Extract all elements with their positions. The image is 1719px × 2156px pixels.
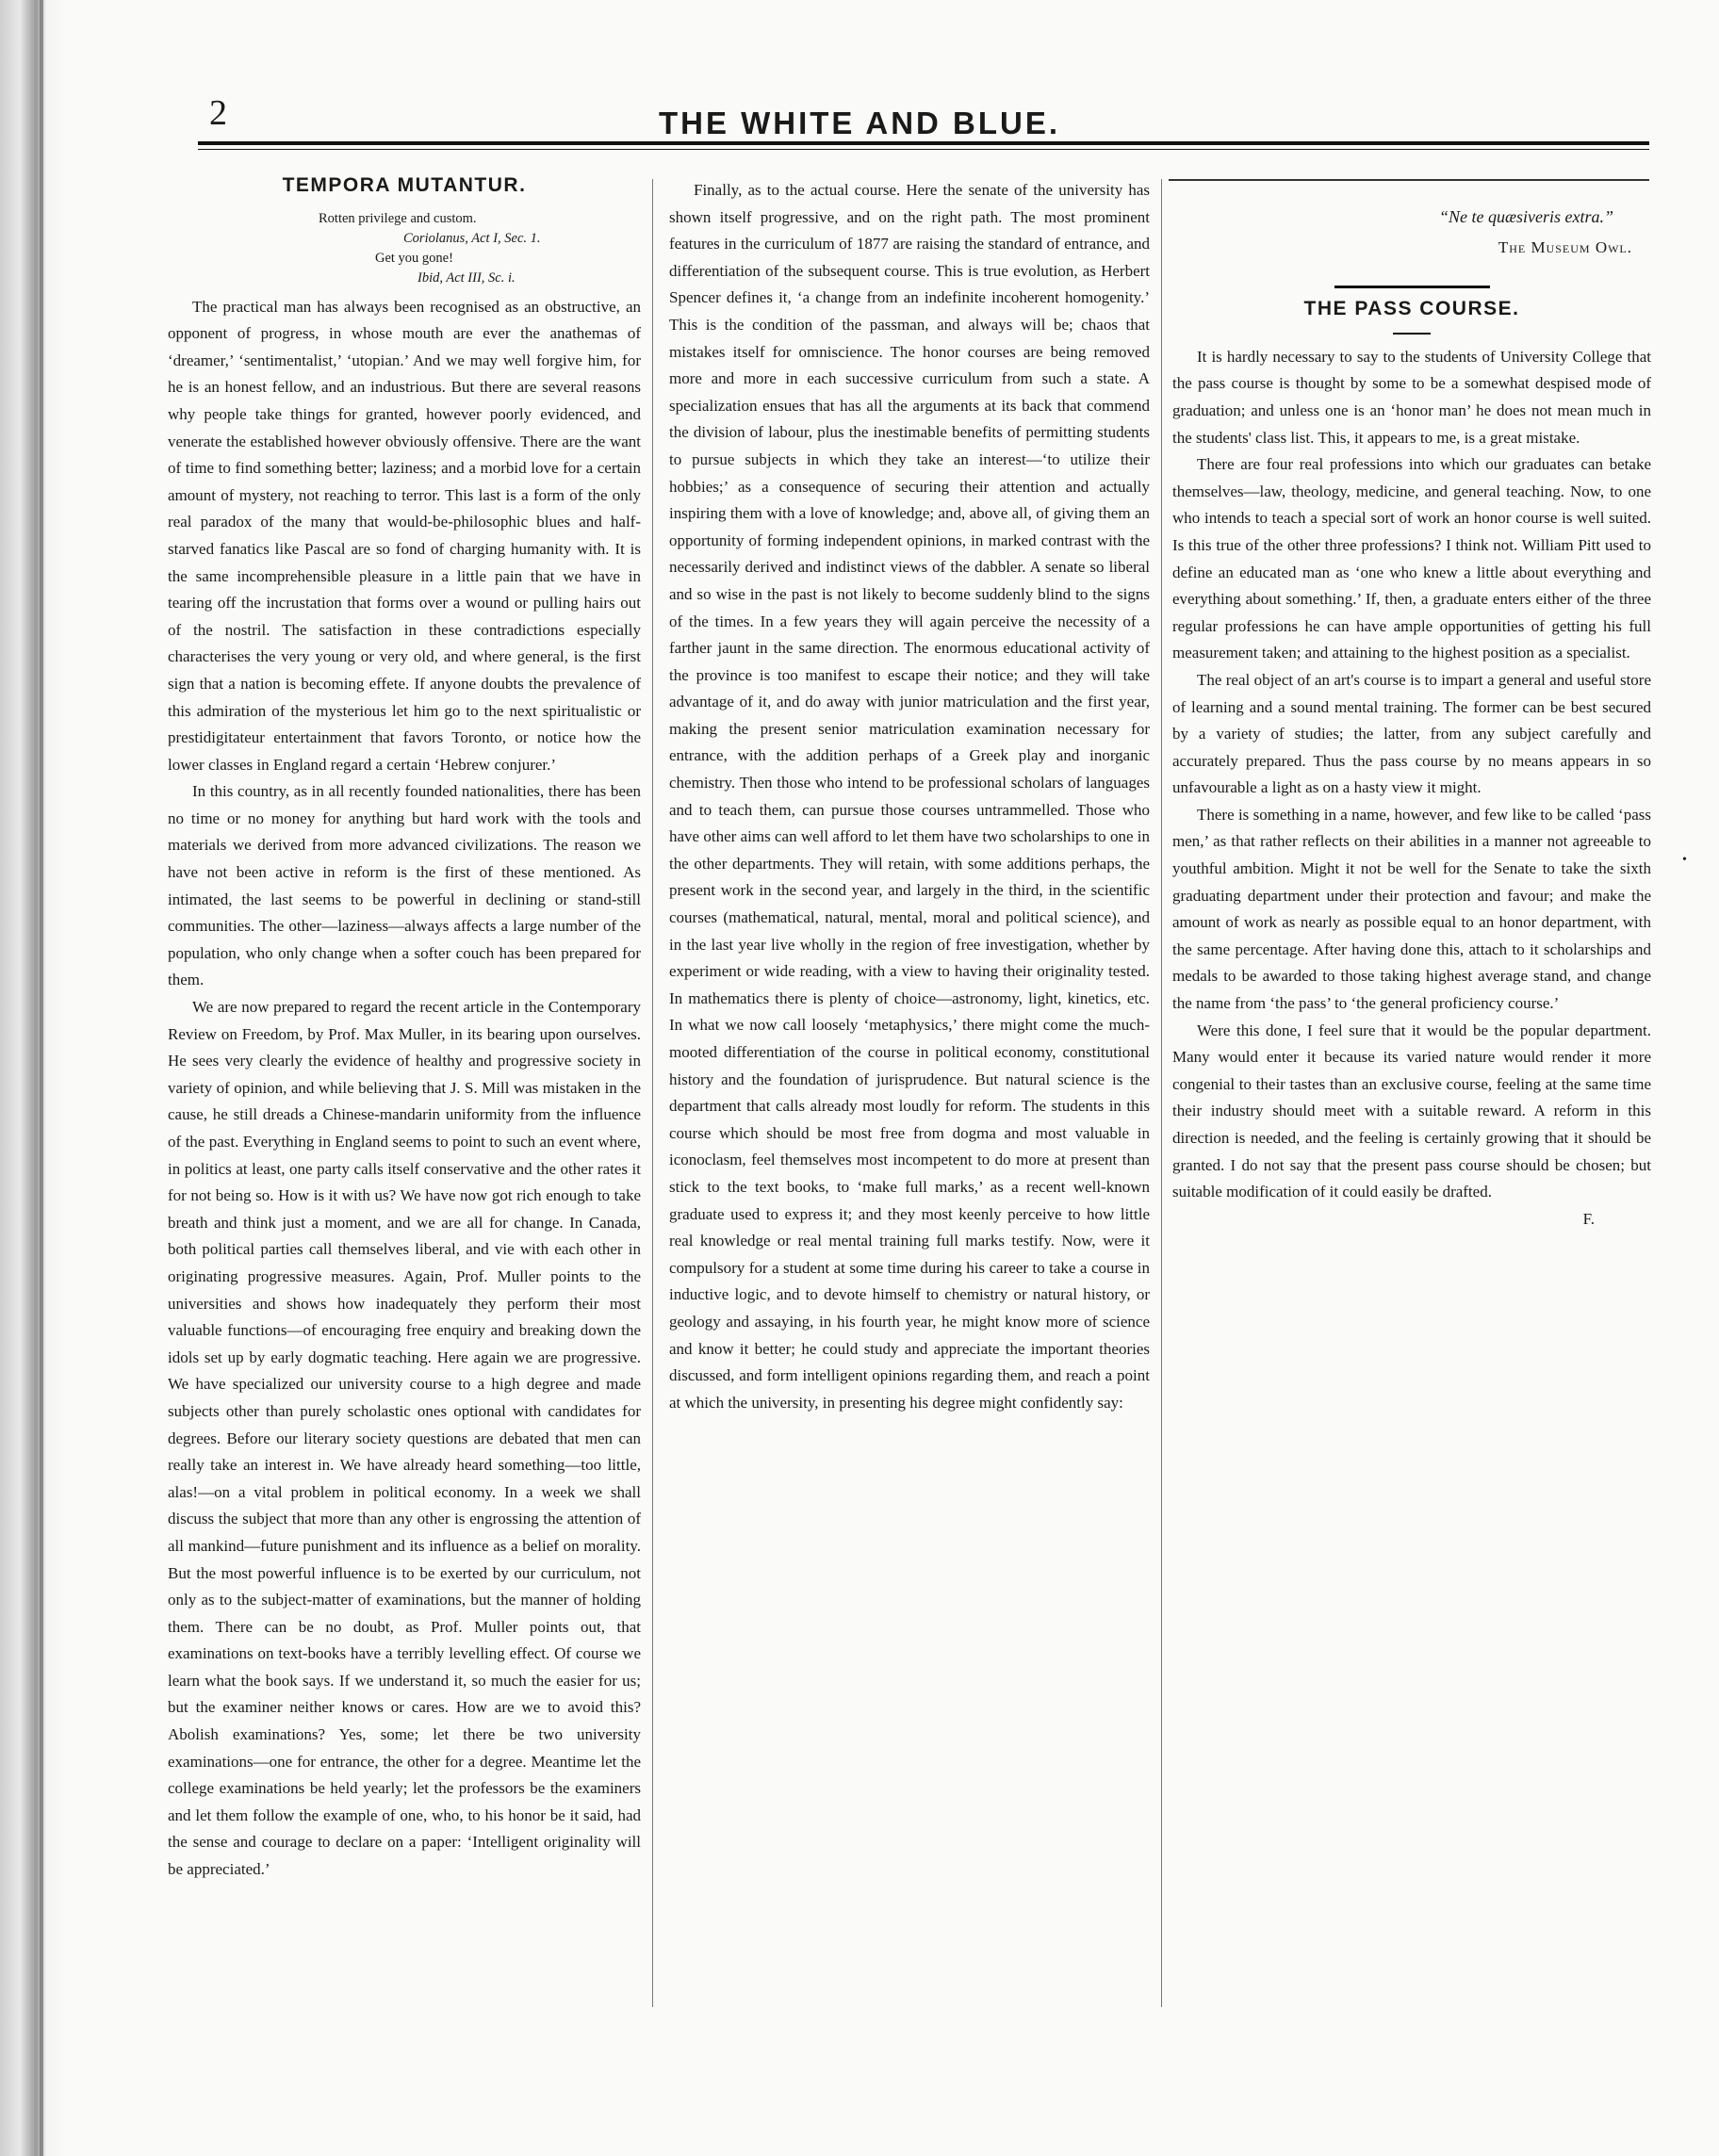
author-initial: F. xyxy=(1582,1209,1595,1228)
article-paragraph-flow: We are now prepared to regard the recent article in the Contemporary Review on Freedom, by Prof. Max Muller, in its bearing upon ourselves. He sees very clearly the evidence of healthy and progressive society in variety of opinion, and while believing that J. S. Mill was mistaken in the cause, he still dreads a Chinese-mandarin uniformity from the influence of the past. Everything in England seems to point to such an event where, in politics at least, one party calls itself conservative and the other rates it for not being so. How is it with us? We have now got rich enough to take breath and think just a moment, and we are all for change. In Canada, both political parties call themselves liberal, and vie with each other in originating progressive measures. Again, Prof. Muller points to the universities and shows how inadequately they perform their most valuable functions—of encouraging free enquiry and breaking down the idols set up by early dogmatic teaching. Here again we are progressive. We have specialized our university course to a high degree and made subjects other than purely scholastic ones optional with candidates for degrees. Before our literary society questions are debated that men can really take an interest in. We have already heard something—too little, alas!—on a vital problem in political economy. In a week we shall discuss the subject that more than any other is engrossing the attention of all mankind—future punishment and its influence as a belief on morality. But the most powerful influence is to be exerted by our curriculum, not only as to the subject-matter of examinations, but the manner of holding them. There can be no doubt, as Prof. Muller points out, that examinations on text-books have a terribly levelling effect. Of course we learn what the book says. If we understand it, so much the easier for us; but the examiner neither knows or cares. How are we to avoid this? Abolish examinations? Yes, some; let there be two university examinations—one for entrance, the other for a degree. Meantime let the college examinations be held yearly; let the professors be the examiners and let them follow the example of one, who, to his honor be it said, had the sense and courage to declare on a paper: ‘Intelligent originality will be appreciated.’ xyxy=(168,998,641,1879)
column-divider-1 xyxy=(652,179,653,2007)
column-3 xyxy=(1172,196,1651,2081)
masthead-title: THE WHITE AND BLUE. xyxy=(658,106,1061,140)
article-title-pass-course: THE PASS COURSE. xyxy=(1303,298,1520,320)
binding-line xyxy=(40,0,43,2156)
page-number: 2 xyxy=(209,93,227,133)
column-2 xyxy=(669,177,1150,2062)
article-paragraph: There is something in a name, however, and few like to be called ‘pass men,’ as that rather reflects on their abilities in a manner not agreeable to youthful ambition. Might it not be well for the Senate to take the sixth graduating department under their protection and favour; and make the amount of work as nearly as possible equal to an honor department, with the same percentage. After having done this, attach to it scholarships and medals to be awarded to those taking highest average stand, and change the name from ‘the pass’ to ‘the general proficiency course.’ xyxy=(1172,805,1651,1013)
epigraph-citation: Ibid, Act III, Sc. i. xyxy=(417,270,516,286)
book-spine-shadow xyxy=(0,0,66,2156)
section-separator xyxy=(1334,286,1490,288)
column-divider-2 xyxy=(1161,179,1162,2007)
epigraph-line: Rotten privilege and custom. xyxy=(319,210,477,226)
closing-quote: “Ne te quæsiveris extra.” xyxy=(1439,207,1613,226)
epigraph xyxy=(168,209,641,288)
margin-mark: • xyxy=(1682,853,1687,867)
epigraph-line: Get you gone! xyxy=(375,250,453,266)
header-rule-thin xyxy=(198,149,1649,150)
article-paragraph: The practical man has always been recognised as an obstructive, an opponent of progress, in whose mouth are ever the anathemas of ‘dreamer,’ ‘sentimentalist,’ ‘utopian.’ And we may well forgive him, for he is an honest fellow, and an industrious. But there are several reasons why people take things for granted, however poorly evidenced, and venerate the established however obviously offensive. There are the want of time to find something better; laziness; and a morbid love for a certain amount of mystery, not reaching to terror. This last is a form of the only real paradox of the many that would-be-philosophic blues and half-starved fanatics like Pascal are so fond of charging humanity with. It is the same incomprehensible pleasure in a little pain that we have in tearing off the incrustation that forms over a wound or pulling hairs out of the nostril. The satisfaction in these contradictions especially characterises the very young or very old, and where general, is the first sign that a nation is becoming effete. If anyone doubts the prevalence of this admiration of the mysterious let him go to the next spiritualistic or prestidigitateur entertainment that favors Toronto, or notice how the lower classes in England regard a certain ‘Hebrew conjurer.’ xyxy=(168,297,641,774)
header-rule-right xyxy=(1169,179,1649,181)
column-1 xyxy=(168,165,641,2050)
article-paragraph: The real object of an art's course is to impart a general and useful store of learning and a sound mental training. The former can be best secured by a variety of studies; the latter, from any subject carefully and accurately prepared. Thus the pass course by no means appears in so unfavourable a light as on a hasty view it might. xyxy=(1172,670,1651,797)
article-signature: The Museum Owl. xyxy=(1498,237,1632,256)
article-title-tempora: TEMPORA MUTANTUR. xyxy=(282,174,527,196)
article-paragraph: There are four real professions into which our graduates can betake themselves—law, theology, medicine, and general teaching. Now, to one who intends to teach a special sort of work an honor course is well suited. Is this true of the other three professions? I think not. William Pitt used to define an educated man as ‘one who knew a little about everything and everything about something.’ If, then, a graduate enters either of the three regular professions he can have ample opportunities of getting his full measurement taken; and attaining to the highest position as a specialist. xyxy=(1172,455,1651,662)
article-paragraph: Were this done, I feel sure that it would be the popular department. Many would enter it because its varied nature would render it more congenial to their tastes than an exclusive course, feeling at the same time their industry should meet with a suitable reward. A reform in this direction is needed, and the feeling is certainly growing that it should be granted. I do not say that the present pass course should be chosen; but suitable modification of it could easily be drafted. xyxy=(1172,1021,1651,1201)
epigraph-citation: Coriolanus, Act I, Sec. 1. xyxy=(403,230,541,246)
article-paragraph: It is hardly necessary to say to the students of University College that the pass course is thought by some to be a somewhat despised mode of graduation; and unless one is an ‘honor man’ he does not mean much in the students' class list. This, it appears to me, is a great mistake. xyxy=(1172,347,1651,447)
article-paragraph: In this country, as in all recently founded nationalities, there has been no time or no money for anything but hard work with the tools and materials we derived from more advanced civilizations. The reason we have not been active in reform is the first of these mentioned. As intimated, the last seems to be powerful in declining or stand-still communities. The other—laziness—always affects a large number of the population, who only change when a softer couch has been prepared for them. xyxy=(168,782,641,989)
header-rule-thick xyxy=(198,141,1649,145)
article-paragraph: Finally, as to the actual course. Here the senate of the university has shown itself progressive, and on the right path. The most prominent features in the curriculum of 1877 are raising the standard of entrance, and differentiation of the subsequent course. This is true evolution, as Herbert Spencer defines it, ‘a change from an indefinite incoherent homogenity.’ This is the condition of the passman, and always will be; chaos that mistakes itself for omniscience. The honor courses are being removed more and more in each successive curriculum from such a state. A specialization ensues that has all the arguments at its back that commend the division of labour, plus the inestimable benefits of permitting students to pursue subjects in which they take an interest—‘to utilize their hobbies;’ as a consequence of securing their attention and actually inspiring them with a love of knowledge; and, above all, of giving them an opportunity of forming independent opinions, in marked contrast with the necessarily derived and indistinct views of the dabbler. A senate so liberal and so wise in the past is not likely to become suddenly blind to the signs of the times. In a few years they will again perceive the necessity of a farther jaunt in the same direction. The enormous educational activity of the province is too manifest to escape their notice; and they will take advantage of it, and do away with junior matriculation and the first year, making the present senior matriculation examination necessary for entrance, with the addition perhaps of a Greek play and inorganic chemistry. Then those who intend to be professional scholars of languages and to teach them, can pursue those courses untrammelled. Those who have other aims can well afford to let them have two scholarships to one in the other departments. They will retain, with some additions perhaps, the present work in the second year, and largely in the third, in the scientific courses (mathematical, natural, mental, moral and political science), and in the last year live wholly in the region of free investigation, whether by experiment or wide reading, with a view to having their originality tested. In mathematics there is plenty of choice—astronomy, light, kinetics, etc. In what we now call loosely ‘metaphysics,’ there might come the much-mooted differentiation of the course in political economy, constitutional history and the foundation of jurisprudence. But natural science is the department that calls already most loudly for reform. The students in this course which should be most free from dogma and most valuable in iconoclasm, feel themselves most incompetent to do more at present than stick to the text books, to ‘make full marks,’ as a recent well-known graduate used to express it; and they most keenly perceive to how little real knowledge or real mental training full marks testify. Now, were it compulsory for a student at some time during his career to take a course in inductive logic, and to devote himself to chemistry or natural history, or geology and assaying, in his fourth year, he might know more of science and know it better; he could study and appreciate the important theories discussed, and form intelligent opinions regarding them, and reach a point at which the university, in presenting his degree might confidently say: xyxy=(669,181,1150,1412)
title-underline xyxy=(1393,333,1431,335)
